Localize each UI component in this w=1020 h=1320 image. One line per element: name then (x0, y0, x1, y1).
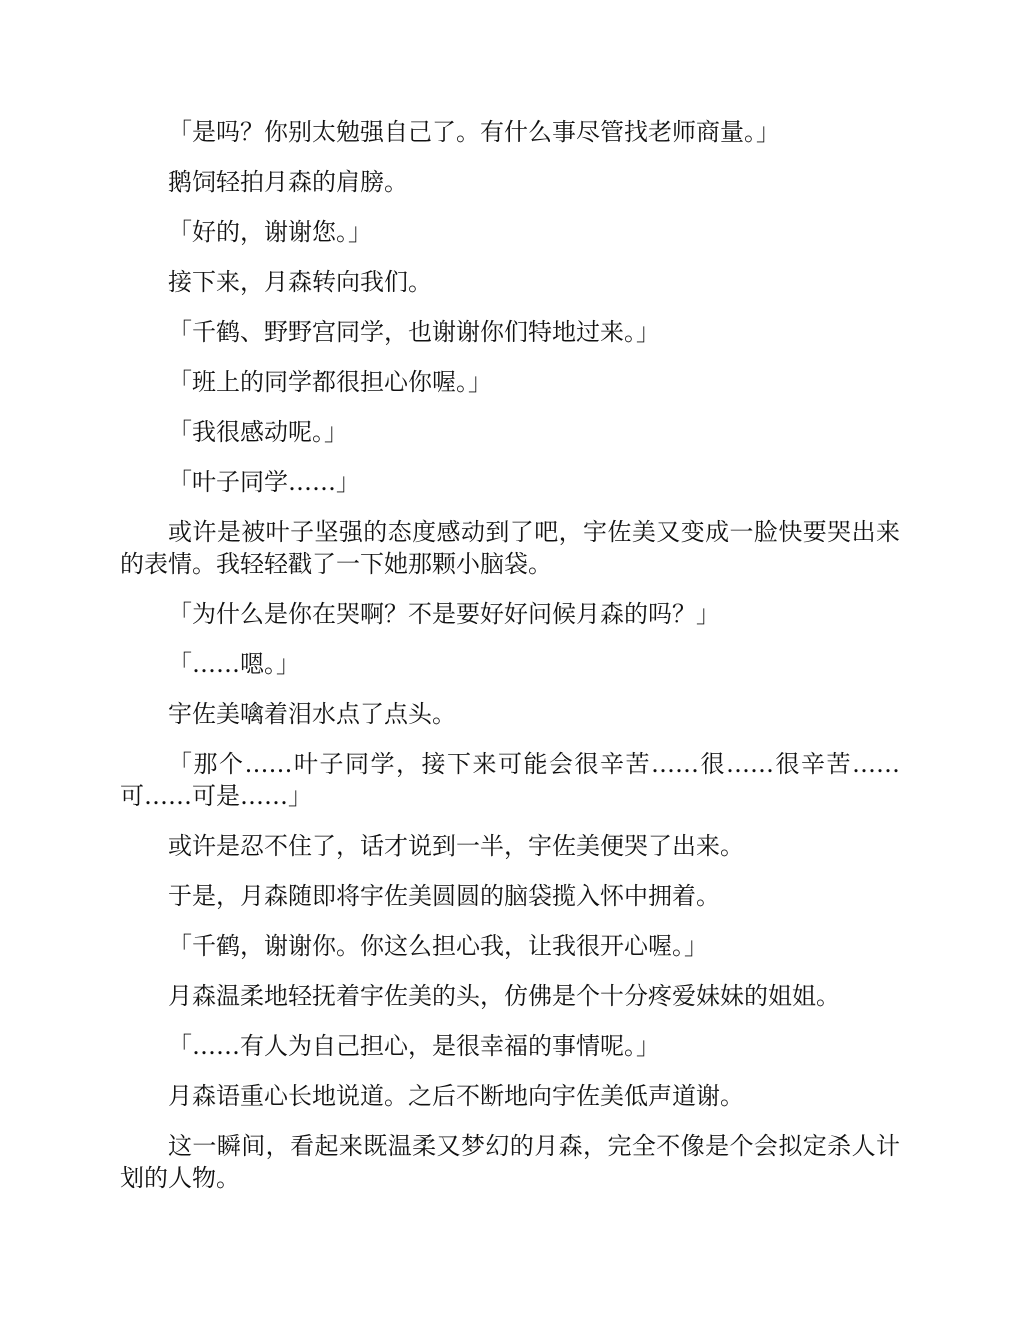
paragraph: 「好的，谢谢您。」 (168, 218, 372, 246)
paragraph: 月森温柔地轻抚着宇佐美的头，仿佛是个十分疼爱妹妹的姐姐。 (168, 982, 840, 1010)
paragraph: 「班上的同学都很担心你喔。」 (168, 368, 492, 396)
paragraph: 这一瞬间，看起来既温柔又梦幻的月森，完全不像是个会拟定杀人计划的人物。 (120, 1132, 900, 1192)
paragraph: 「是吗？你别太勉强自己了。有什么事尽管找老师商量。」 (168, 118, 780, 146)
paragraph: 「我很感动呢。」 (168, 418, 348, 446)
paragraph: 「那个……叶子同学，接下来可能会很辛苦……很……很辛苦……可……可是……」 (120, 750, 900, 810)
paragraph: 「叶子同学……」 (168, 468, 360, 496)
paragraph: 月森语重心长地说道。之后不断地向宇佐美低声道谢。 (168, 1082, 744, 1110)
paragraph: 「千鹤，谢谢你。你这么担心我，让我很开心喔。」 (168, 932, 708, 960)
paragraph: 于是，月森随即将宇佐美圆圆的脑袋揽入怀中拥着。 (168, 882, 720, 910)
paragraph: 宇佐美噙着泪水点了点头。 (168, 700, 456, 728)
paragraph: 或许是被叶子坚强的态度感动到了吧，宇佐美又变成一脸快要哭出来的表情。我轻轻戳了一下她那颗小脑袋。 (120, 518, 900, 578)
paragraph: 「……有人为自己担心，是很幸福的事情呢。」 (168, 1032, 660, 1060)
paragraph: 「……嗯。」 (168, 650, 300, 678)
paragraph: 接下来，月森转向我们。 (168, 268, 432, 296)
paragraph: 鹅饲轻拍月森的肩膀。 (168, 168, 408, 196)
document-page (120, 116, 900, 1212)
paragraph: 「为什么是你在哭啊？不是要好好问候月森的吗？」 (168, 600, 720, 628)
paragraph: 或许是忍不住了，话才说到一半，宇佐美便哭了出来。 (168, 832, 744, 860)
paragraph: 「千鹤、野野宫同学，也谢谢你们特地过来。」 (168, 318, 660, 346)
